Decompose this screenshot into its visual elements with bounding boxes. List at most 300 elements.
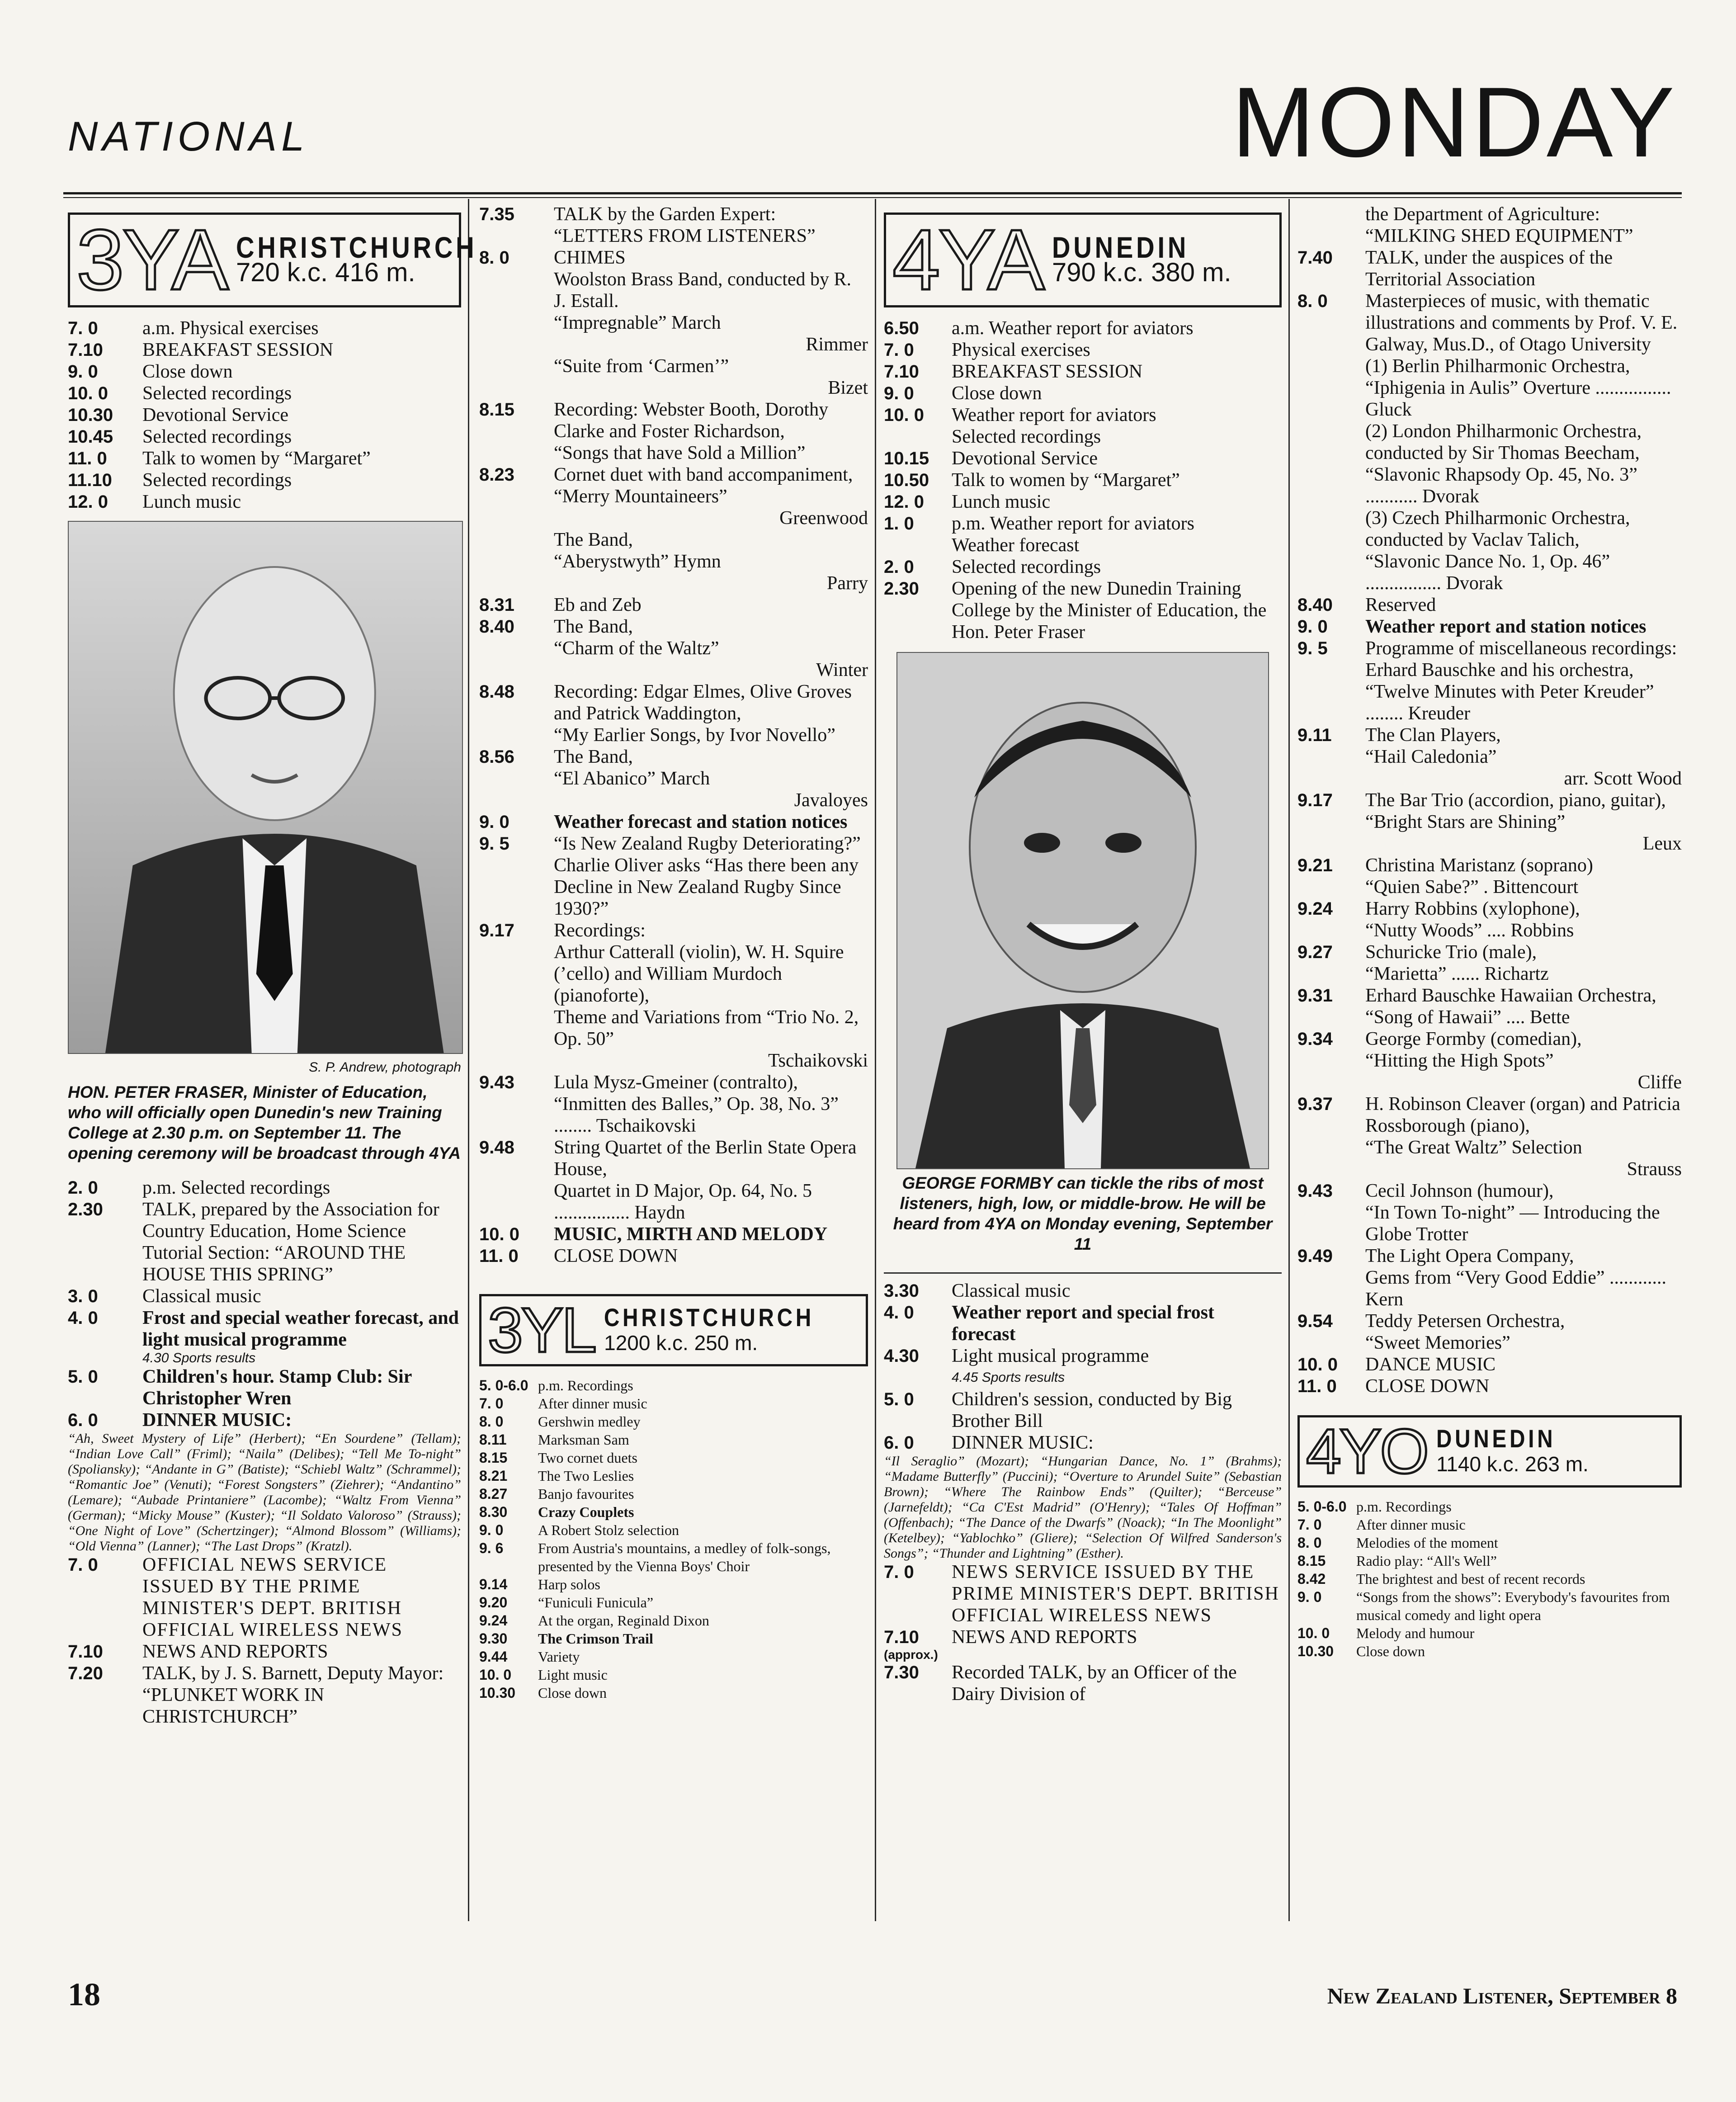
schedule-item [68,1199,461,1285]
schedule-item [884,491,1282,513]
schedule-item [479,1394,868,1412]
schedule-item [1297,1534,1682,1552]
schedule-description [1365,1028,1682,1093]
sports-results: 4.45 Sports results [952,1370,1065,1385]
programme-text: “Suite from ‘Carmen’” [554,356,729,377]
programme-text: Cornet duet with band accompaniment, “Merry Mountaineers” [554,464,853,507]
schedule-item [1297,985,1682,1028]
composer: Greenwood [779,508,868,529]
schedule-description [1356,1570,1682,1588]
schedule-time: 8.15 [479,400,514,420]
schedule-item [1297,1310,1682,1354]
schedule-time: 7.10 [884,362,919,382]
schedule-time: 10.15 [884,449,929,468]
photo-caption: GEORGE FORMBY can tickle the ribs of most listeners, high, low, or middle-brow. He will be heard from 4YA on Monday evening, September 11 [893,1174,1273,1253]
schedule-time: 9.24 [1297,899,1333,919]
schedule-time: 10. 0 [1297,1625,1330,1641]
schedule-time: 9.49 [1297,1246,1333,1266]
schedule-item: 6. 0 DINNER MUSIC: [68,1410,292,1431]
programme-text: Harry Robbins (xylophone), “Nutty Woods” .... Robbins [1365,898,1580,941]
schedule-time: 9.17 [479,921,514,940]
schedule-item [1297,203,1682,247]
programme-text: Light music [538,1667,608,1683]
schedule-description [142,1177,461,1199]
programme-text: BREAKFAST SESSION [142,340,334,360]
composer: Strauss [1627,1159,1682,1180]
programme-text: Harp solos [538,1576,600,1592]
composer: Bizet [828,378,868,398]
schedule-description [952,578,1282,643]
schedule-time: 7. 0 [68,318,98,338]
programme-text: Radio play: “All's Well” [1356,1553,1497,1569]
schedule-item [479,681,868,746]
portrait-illustration [897,653,1268,1168]
programme-text: Recording: Webster Booth, Dorothy Clarke and Foster Richardson, “Songs that have Sold a Million” [554,399,829,463]
programme-text: Opening of the new Dunedin Training College by the Minister of Education, the Hon. Peter Fraser [952,578,1267,642]
column-4ya [884,203,1282,1917]
schedule-description [538,1376,868,1394]
schedule-item: 7. 0 NEWS SERVICE ISSUED BY THE PRIME MINISTER'S DEPT. BRITISH OFFICIAL WIRELESS NEWS [884,1562,1279,1626]
schedule-item [1297,638,1682,724]
programme-text: Variety [538,1649,580,1665]
schedule-item [884,1280,1282,1302]
schedule-description [538,1503,868,1521]
schedule-time: 9.48 [479,1138,514,1157]
programme-text: Banjo favourites [538,1486,634,1502]
schedule-list [884,1280,1282,1367]
programme-text: Two cornet duets [538,1450,637,1466]
programme-text: Close down [538,1685,607,1701]
schedule-description [142,1307,461,1351]
column-4ya-evening [1297,203,1682,1917]
programme-text: DANCE MUSIC [1365,1354,1496,1375]
schedule-list [884,317,1282,643]
schedule-description [142,1285,461,1307]
schedule-time: 9.43 [479,1072,514,1092]
schedule-item [1297,1642,1682,1660]
schedule-description [538,1630,868,1648]
programme-text: the Department of Agriculture: “MILKING SHED EQUIPMENT” [1365,204,1633,246]
schedule-time: 7. 0 [479,1395,504,1412]
programme-text: Erhard Bauschke Hawaiian Orchestra, “Song of Hawaii” .... Bette [1365,985,1656,1028]
schedule-description [952,448,1282,469]
schedule-item [1297,1093,1682,1180]
schedule-list [479,203,868,1267]
station-call-sign: 3YA [76,212,227,308]
portrait-illustration [69,522,462,1053]
programme-text: Talk to women by “Margaret” [952,470,1180,491]
schedule-item: 7.20 TALK, by J. S. Barnett, Deputy Mayor: “PLUNKET WORK IN CHRISTCHURCH” [68,1663,444,1727]
programme-text: “Songs from the shows”: Everybody's favourites from musical comedy and light opera [1356,1589,1670,1623]
schedule-description [1356,1552,1682,1570]
schedule-item [68,469,461,491]
schedule-description [952,513,1282,556]
schedule-time: 4.30 [884,1346,919,1366]
schedule-time: 2. 0 [884,557,914,577]
schedule-item [1297,1588,1682,1624]
schedule-item [479,464,868,594]
schedule-time: 9.24 [479,1612,508,1629]
column-divider [875,199,876,1921]
schedule-time: 4. 0 [884,1303,914,1323]
schedule-item: 5. 0 Children's session, conducted by Big Brother Bill [884,1389,1232,1431]
schedule-item [884,1345,1282,1367]
schedule-description [952,339,1282,361]
programme-text: Melodies of the moment [1356,1535,1498,1551]
schedule-description [554,833,868,920]
schedule-description [1365,1375,1682,1397]
schedule-item [884,556,1282,578]
schedule-time: 8.31 [479,595,514,615]
schedule-time: 10.30 [68,405,113,425]
day-title: MONDAY [1231,66,1677,178]
schedule-time: 5. 0-6.0 [479,1377,528,1393]
programme-text: Selected recordings [142,426,292,447]
schedule-description [538,1666,868,1684]
programme-text: BREAKFAST SESSION [952,361,1143,382]
schedule-description [538,1684,868,1702]
schedule-description [952,1302,1282,1345]
programme-text: Physical exercises [952,340,1090,360]
sports-results: 4.30 Sports results [142,1351,256,1365]
schedule-item [1297,724,1682,789]
schedule-description [142,404,461,426]
schedule-item [479,1245,868,1267]
schedule-time: 9.34 [1297,1029,1333,1049]
programme-text: p.m. Recordings [538,1377,633,1393]
schedule-time: 9.14 [479,1576,508,1592]
schedule-item [1297,1180,1682,1245]
schedule-description [952,1345,1282,1367]
station-frequency: 720 k.c. 416 m. [236,258,415,287]
schedule-description [142,1199,461,1285]
programme-text: Eb and Zeb [554,595,642,615]
schedule-description [1356,1588,1682,1624]
schedule-time: 2.30 [884,579,919,599]
programme-text: Classical music [952,1280,1071,1301]
station-call-sign: 4YO [1306,1416,1428,1487]
schedule-description [142,491,461,513]
programme-text: TALK, under the auspices of the Territorial Association [1365,247,1613,290]
schedule-item [479,1539,868,1575]
programme-text: Recording: Edgar Elmes, Olive Groves and Patrick Waddington, “My Earlier Songs, by Ivor Novello” [554,681,852,746]
schedule-item [1297,1497,1682,1516]
schedule-description [952,556,1282,578]
programme-text: Light musical programme [952,1346,1149,1366]
programme-text: Weather report and special frost forecast [952,1302,1214,1345]
schedule-description [538,1593,868,1611]
schedule-time: 10.45 [68,427,113,447]
schedule-description [952,383,1282,404]
programme-text: After dinner music [538,1395,647,1412]
approx-note: (approx.) [884,1648,938,1662]
schedule-time: 4. 0 [68,1308,98,1328]
schedule-item [68,1285,461,1307]
schedule-time: 12. 0 [68,492,108,512]
schedule-time: 2. 0 [68,1178,98,1198]
schedule-time: 11. 0 [1297,1376,1337,1396]
schedule-item [1297,594,1682,616]
programme-text: Devotional Service [142,405,289,425]
schedule-item [479,1666,868,1684]
schedule-item: 5. 0 Children's hour. Stamp Club: Sir Christopher Wren [68,1366,412,1409]
schedule-time: 9. 5 [1297,638,1328,658]
programme-text: Schuricke Trio (male), “Marietta” ...... Richartz [1365,942,1549,984]
schedule-description [554,1223,868,1245]
schedule-description [142,361,461,383]
station-frequency: 1140 k.c. 263 m. [1436,1452,1589,1476]
schedule-time: 12. 0 [884,492,924,512]
programme-text: The Clan Players, “Hail Caledonia” [1365,725,1501,767]
programme-text: Gershwin medley [538,1413,641,1430]
schedule-description [142,383,461,404]
station-city: DUNEDIN [1052,231,1189,264]
programme-text: Weather forecast and station notices [554,812,848,832]
schedule-item [1297,855,1682,898]
schedule-time: 8.27 [479,1486,508,1502]
schedule-item [1297,1624,1682,1642]
programme-text: Lunch music [952,491,1051,512]
schedule-item [479,1503,868,1521]
schedule-description [1365,616,1682,638]
schedule-item [479,1467,868,1485]
schedule-description [952,404,1282,448]
schedule-item [479,1575,868,1593]
programme-text: “Is New Zealand Rugby Deteriorating?” Charlie Oliver asks “Has there been any Decline in New Zealand Rugby Since 1930?” [554,833,861,919]
schedule-time: 10.50 [884,470,929,490]
programme-text: The Bar Trio (accordion, piano, guitar), “Bright Stars are Shining” [1365,790,1666,832]
programme-text: a.m. Physical exercises [142,318,319,339]
programme-text: Close down [142,361,233,382]
programme-text: Close down [1356,1643,1425,1659]
schedule-item [1297,898,1682,941]
schedule-item [1297,290,1682,594]
schedule-time: 7.10 [68,340,103,360]
schedule-time: 9. 0 [1297,1589,1322,1605]
schedule-item [479,1630,868,1648]
schedule-item [479,833,868,920]
header-rule-thin [63,197,1682,198]
schedule-description [1365,985,1682,1028]
station-banner-3ya [68,212,477,308]
schedule-description [538,1521,868,1539]
station-call-sign: 4YA [892,212,1043,308]
programme-text: MUSIC, MIRTH AND MELODY [554,1224,828,1245]
schedule-time: 8. 0 [1297,1535,1322,1551]
schedule-list [479,1376,868,1702]
schedule-description [538,1412,868,1431]
programme-text: From Austria's mountains, a medley of folk-songs, presented by the Vienna Boys' Choir [538,1540,831,1574]
programme-text: Talk to women by “Margaret” [142,448,371,469]
schedule-list [68,1177,461,1351]
schedule-description [952,361,1282,383]
composer: arr. Scott Wood [1564,768,1682,789]
programme-text: Weather report and station notices [1365,616,1646,637]
programme-text: Teddy Petersen Orchestra, “Sweet Memories” [1365,1311,1565,1353]
schedule-item [479,399,868,464]
schedule-time: 9.20 [479,1594,508,1611]
composer: Parry [827,573,868,594]
schedule-time: 11. 0 [479,1246,519,1266]
schedule-time: 8. 0 [1297,291,1328,311]
schedule-description [1365,724,1682,789]
programme-text: Christina Maristanz (soprano) “Quien Sabe?” . Bittencourt [1365,855,1593,897]
schedule-description [142,426,461,448]
schedule-item [479,1412,868,1431]
station-banner-4yo [1297,1415,1682,1488]
programme-text: The Band, “Charm of the Waltz” [554,616,719,659]
schedule-item [479,1485,868,1503]
programme-text: p.m. Recordings [1356,1498,1452,1515]
schedule-item [1297,1375,1682,1397]
schedule-time: 9.31 [1297,986,1333,1006]
programme-text: Frost and special weather forecast, and light musical programme [142,1308,459,1350]
schedule-time: 8.21 [479,1468,508,1484]
schedule-description [554,464,868,594]
schedule-item: 7.10 NEWS AND REPORTS [68,1641,328,1662]
schedule-time: 9. 5 [479,834,509,854]
schedule-description [1356,1516,1682,1534]
schedule-item [884,1302,1282,1345]
schedule-list [1297,203,1682,1397]
programme-text: “Funiculi Funicula” [538,1594,654,1611]
schedule-time: 8.56 [479,747,514,767]
programme-text: CLOSE DOWN [554,1246,678,1266]
programme-text: Programme of miscellaneous recordings: Erhard Bauschke and his orchestra, “Twelve Minutes with Peter Kreuder” ........ Kreuder [1365,638,1677,724]
schedule-item [68,383,461,404]
composer: Leux [1642,833,1682,854]
schedule-description [554,203,868,247]
station-call-sign: 3YL [488,1294,595,1365]
schedule-time: 8.42 [1297,1571,1326,1587]
schedule-item [884,404,1282,448]
programme-text: CHIMES Woolston Brass Band, conducted by R. J. Estall. “Impregnable” March [554,247,852,333]
schedule-description [554,920,868,1072]
programme-text: TALK by the Garden Expert: “LETTERS FROM LISTENERS” [554,204,816,246]
schedule-description [1365,941,1682,985]
schedule-description [1356,1534,1682,1552]
column-divider [1288,199,1290,1921]
schedule-item [479,203,868,247]
schedule-time: 10. 0 [1297,1355,1338,1375]
schedule-description [1365,594,1682,616]
schedule-description [1365,898,1682,941]
schedule-description [538,1539,868,1575]
schedule-time: 9.30 [479,1630,508,1647]
schedule-time: 2.30 [68,1200,103,1219]
schedule-item [1297,941,1682,985]
portrait-photo [68,521,463,1054]
schedule-item [479,746,868,811]
schedule-time: 10. 0 [68,383,108,403]
schedule-time: 1. 0 [884,514,914,534]
schedule-item [884,339,1282,361]
schedule-item: 7.10 NEWS AND REPORTS [884,1627,1137,1648]
schedule-description [142,448,461,469]
schedule-time: 7. 0 [884,340,914,360]
programme-text: Recordings: Arthur Catterall (violin), W. H. Squire (’cello) and William Murdoch (pianoforte), Theme and Variations from “Trio No. 2, Op. 50” [554,920,859,1049]
schedule-description [142,339,461,361]
schedule-time: 8.15 [479,1450,508,1466]
schedule-item [68,448,461,469]
page-number: 18 [68,1976,100,2012]
schedule-time: 9.43 [1297,1181,1333,1201]
schedule-description [554,1072,868,1137]
programme-text: Melody and humour [1356,1625,1475,1641]
schedule-item [68,1307,461,1351]
schedule-item [884,448,1282,469]
schedule-description [538,1485,868,1503]
schedule-item [1297,1570,1682,1588]
station-banner-4ya [884,213,1282,307]
schedule-time: 9. 6 [479,1540,504,1556]
column-divider [468,199,469,1921]
schedule-item [884,361,1282,383]
programme-text: a.m. Weather report for aviators [952,318,1194,339]
schedule-description [1365,1180,1682,1245]
photo-credit: S. P. Andrew, photograph [309,1060,461,1075]
schedule-time: 9.27 [1297,942,1333,962]
portrait-photo [896,652,1269,1169]
schedule-item [479,920,868,1072]
schedule-item [479,1449,868,1467]
schedule-item [1297,1552,1682,1570]
schedule-time: 9. 0 [68,362,98,382]
composer: Cliffe [1637,1072,1682,1093]
programme-text: The Crimson Trail [538,1630,653,1647]
station-frequency: 790 k.c. 380 m. [1052,258,1231,287]
schedule-item [884,578,1282,643]
schedule-description [142,469,461,491]
schedule-time: 8.30 [479,1504,508,1520]
schedule-time: 9. 0 [1297,617,1328,637]
composer: Tschaikovski [768,1050,868,1071]
programme-text: George Formby (comedian), “Hitting the High Spots” [1365,1029,1582,1071]
schedule-time: 9. 0 [884,383,914,403]
schedule-time: 5. 0-6.0 [1297,1498,1347,1515]
schedule-description [554,399,868,464]
schedule-item [1297,1516,1682,1534]
programme-text: Selected recordings [142,383,292,404]
schedule-time: 9.17 [1297,790,1333,810]
schedule-description [1365,290,1682,594]
schedule-item [68,339,461,361]
schedule-item [479,811,868,833]
programme-text: A Robert Stolz selection [538,1522,679,1538]
schedule-description [554,811,868,833]
schedule-description [554,746,868,811]
schedule-description [1365,1354,1682,1375]
publication-line: New Zealand Listener, September 8 [1327,1983,1677,2008]
schedule-item [1297,247,1682,290]
programme-text: Devotional Service [952,448,1098,469]
composer: Rimmer [806,334,868,355]
programme-text: p.m. Selected recordings [142,1177,330,1198]
schedule-item [479,1072,868,1137]
schedule-item [479,1521,868,1539]
programme-text: The Band, “El Abanico” March [554,746,710,789]
schedule-item [884,317,1282,339]
programme-text: Reserved [1365,595,1436,615]
schedule-item [884,513,1282,556]
schedule-item [68,317,461,339]
schedule-item [68,426,461,448]
schedule-description [554,1245,868,1267]
schedule-description [554,594,868,616]
header-rule [63,192,1682,194]
schedule-item [1297,616,1682,638]
programme-text: The Band, “Aberystwyth” Hymn [554,529,721,572]
